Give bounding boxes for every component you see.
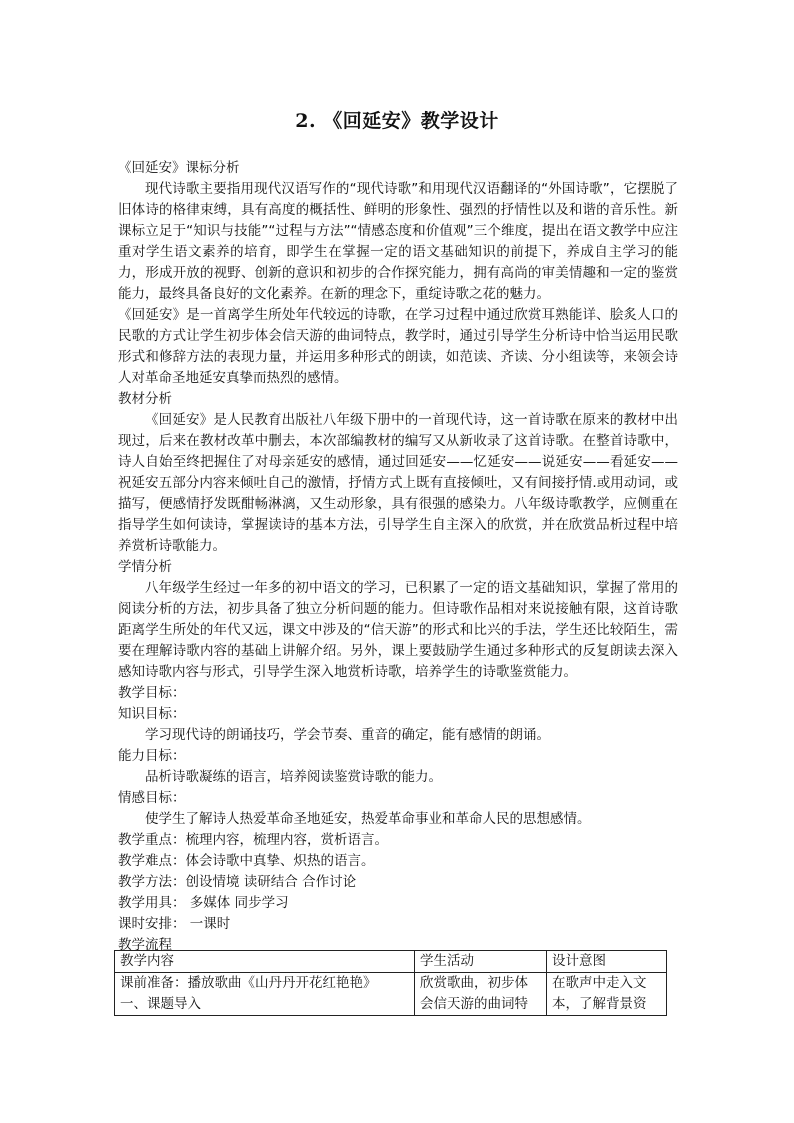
difficulty-line: 教学难点：体会诗歌中真挚、炽热的语言。 — [118, 853, 375, 869]
teaching-flow-table — [114, 950, 667, 1016]
knowledge-text: 学习现代诗的朗诵技巧，学会节奏、重音的确定，能有感情的朗诵。 — [145, 727, 550, 743]
method-line: 教学方法：创设情境 读研结合 合作讨论 — [118, 874, 357, 890]
ability-text: 品析诗歌凝练的语言，培养阅读鉴赏诗歌的能力。 — [145, 769, 442, 785]
curriculum-paragraph-1: 现代诗歌主要指用现代汉语写作的“现代诗歌”和用现代汉语翻译的“外国诗歌”，它摆脱了旧体诗的格律束缚，具有高度的概括性、鲜明的形象性、强烈的抒情性以及和谐的音乐性。新课标立足于“知识与技能”“过程与方法”“情感态度和价值观”三个维度，提出在语文教学中应注重对学生语文素养的培育，即学生在掌握一定的语文基础知识的前提下，养成自主学习的能力，形成开放的视野、创新的意识和初步的合作探究能力，拥有高尚的审美情趣和一定的鉴赏能力，最终具备良好的文化素养。在新的理念下，重绽诗歌之花的魅力。 — [118, 181, 678, 302]
knowledge-label: 知识目标： — [118, 706, 186, 722]
learner-paragraph: 八年级学生经过一年多的初中语文的学习，已积累了一定的语文基础知识，掌握了常用的阅读分析的方法，初步具备了独立分析问题的能力。但诗歌作品相对来说接触有限，这首诗歌距离学生所处的年代又远，课文中涉及的“信天游”的形式和比兴的手法，学生还比较陌生，需要在理解诗歌内容的基础上讲解介绍。另外，课上要鼓励学生通过多种形式的反复朗读去深入感知诗歌内容与形式，引导学生深入地赏析诗歌，培养学生的诗歌鉴赏能力。 — [118, 580, 678, 680]
header-content: 教学内容 — [115, 951, 415, 973]
cell-content — [115, 973, 415, 1016]
document-title: 2. 《回延安》教学设计 — [295, 110, 499, 132]
emotion-text: 使学生了解诗人热爱革命圣地延安，热爱革命事业和革命人民的思想感情。 — [145, 811, 591, 827]
section-heading-textbook: 教材分析 — [118, 391, 172, 407]
table-row — [115, 973, 667, 1016]
table-header-row — [115, 951, 667, 973]
ability-label: 能力目标： — [118, 748, 186, 764]
section-heading-learner: 学情分析 — [118, 559, 172, 575]
textbook-paragraph: 《回延安》是人民教育出版社八年级下册中的一首现代诗，这一首诗歌在原来的教材中出现过，后来在教材改革中删去，本次部编教材的编写又从新收录了这首诗歌。在整首诗歌中，诗人自始至终把握住了对母亲延安的感情，通过回延安——忆延安——说延安——看延安——祝延安五部分内容来倾吐自己的激情，抒情方式上既有直接倾吐，又有间接抒情.或用动词，或描写，便感情抒发既酣畅淋漓，又生动形象，具有很强的感染力。八年级诗歌教学，应侧重在指导学生如何读诗，掌握读诗的基本方法，引导学生自主深入的欣赏，并在欣赏品析过程中培养赏析诗歌能力。 — [118, 412, 678, 554]
emotion-label: 情感目标： — [118, 790, 186, 806]
cell-activity — [415, 973, 547, 1016]
header-activity: 学生活动 — [415, 951, 547, 973]
objectives-heading: 教学目标： — [118, 685, 186, 701]
flow-heading: 教学流程 — [118, 937, 172, 953]
section-heading-curriculum: 《回延安》课标分析 — [118, 160, 240, 176]
cell-content-wrap — [120, 973, 409, 1015]
curriculum-paragraph-2: 《回延安》是一首离学生所处年代较远的诗歌，在学习过程中通过欣赏耳熟能详、脍炙人口的民歌的方式让学生初步体会信天游的曲词特点，教学时，通过引导学生分析诗中恰当运用民歌形式和修辞方法的表现力量，并运用多种形式的朗读，如范读、齐读、分小组读等，来领会诗人对革命圣地延安真挚而热烈的感情。 — [118, 307, 678, 386]
intent-text: 在歌声中走入文本，了解背景资 — [552, 975, 647, 1012]
content-line-1: 课前准备：播放歌曲《山丹丹开花红艳艳》 — [120, 975, 377, 991]
schedule-line: 课时安排： 一课时 — [118, 916, 231, 932]
header-intent: 设计意图 — [547, 951, 667, 973]
content-line-2: 一、课题导入 — [120, 996, 201, 1012]
activity-text: 欣赏歌曲，初步体会信天游的曲词特 — [420, 975, 528, 1012]
document-body — [118, 158, 678, 956]
cell-intent — [547, 973, 667, 1016]
tools-line: 教学用具： 多媒体 同步学习 — [118, 895, 289, 911]
key-points-line: 教学重点：梳理内容，梳理内容，赏析语言。 — [118, 832, 388, 848]
